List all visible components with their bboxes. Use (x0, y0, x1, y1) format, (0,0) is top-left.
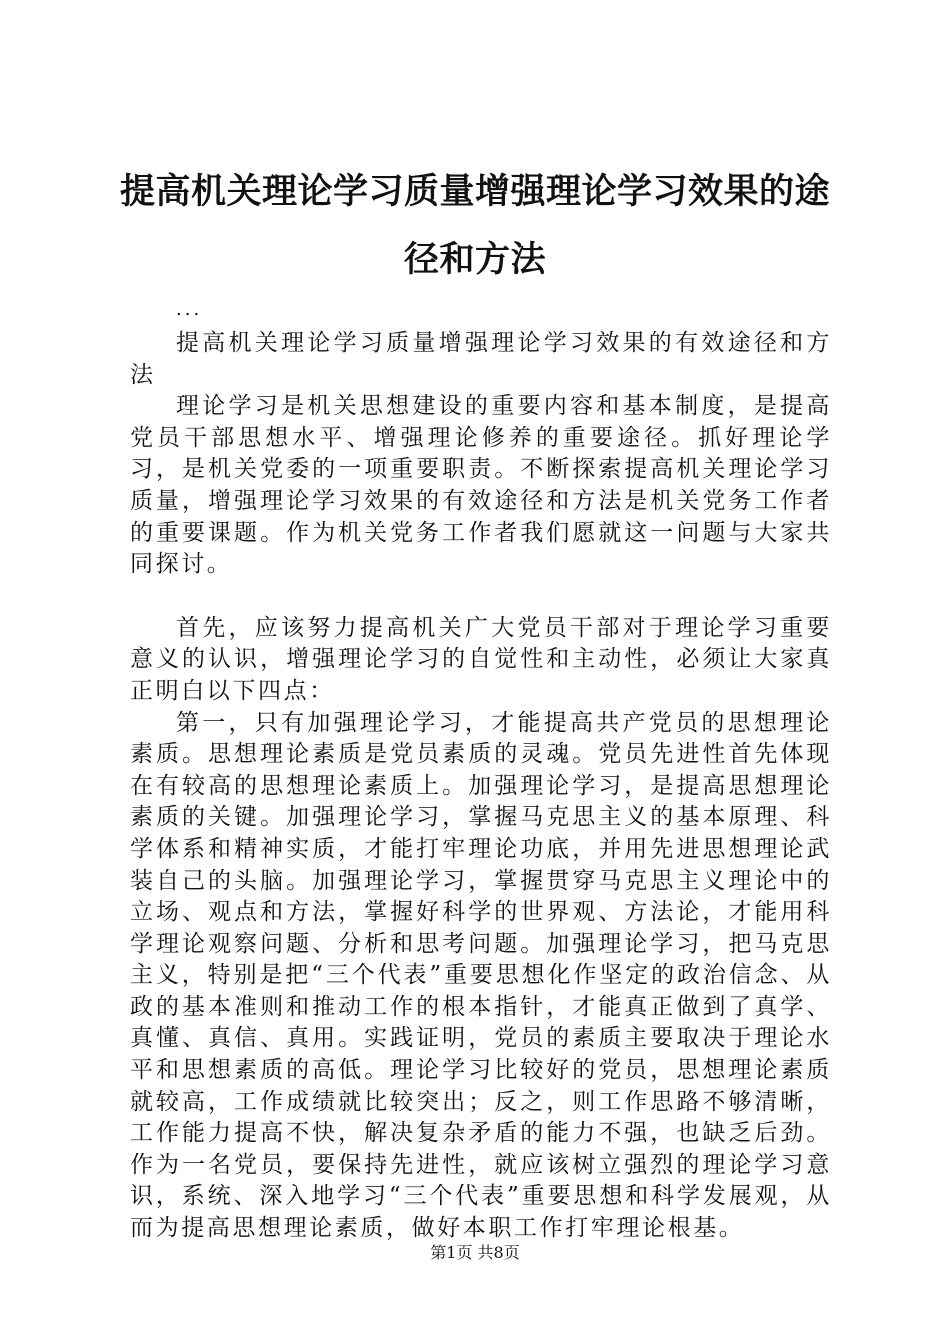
subtitle-paragraph: 提高机关理论学习质量增强理论学习效果的有效途径和方法 (130, 330, 832, 388)
intro-paragraph: 理论学习是机关思想建设的重要内容和基本制度，是提高党员干部思想水平、增强理论修养的重要途径。抓好理论学习，是机关党委的一项重要职责。不断探索提高机关理论学习质量，增强理论学习效果的有效途径和方法是机关党务工作者的重要课题。作为机关党务工作者我们愿就这一问题与大家共同探讨。 (130, 393, 832, 578)
page-number-footer: 第1页 共8页 (430, 1243, 520, 1262)
point-one-paragraph: 第一，只有加强理论学习，才能提高共产党员的思想理论素质。思想理论素质是党员素质的灵魂。党员先进性首先体现在有较高的思想理论素质上。加强理论学习，是提高思想理论素质的关键。加强理论学习，掌握马克思主义的基本原理、科学体系和精神实质，才能打牢理论功底，并用先进思想理论武装自己的头脑。加强理论学习，掌握贯穿马克思主义理论中的立场、观点和方法，掌握好科学的世界观、方法论，才能用科学理论观察问题、分析和思考问题。加强理论学习，把马克思主义，特别是把“三个代表”重要思想化作坚定的政治信念、从政的基本准则和推动工作的根本指针，才能真正做到了真学、真懂、真信、真用。实践证明，党员的素质主要取决于理论水平和思想素质的高低。理论学习比较好的党员，思想理论素质就较高，工作成绩就比较突出；反之，则工作思路不够清晰，工作能力提高不快，解决复杂矛盾的能力不强，也缺乏后劲。作为一名党员，要保持先进性，就应该树立强烈的理论学习意识，系统、深入地学习“三个代表”重要思想和科学发展观，从而为提高思想理论素质，做好本职工作打牢理论根基。 (130, 709, 832, 1242)
document-title: 提高机关理论学习质量增强理论学习效果的途径和方法 (119, 171, 830, 280)
document-body (130, 328, 832, 1245)
first-point-paragraph: 首先，应该努力提高机关广大党员干部对于理论学习重要意义的认识，增强理论学习的自觉性和主动性，必须让大家真正明白以下四点： (130, 614, 832, 704)
ellipsis-mark: ... (176, 299, 203, 320)
